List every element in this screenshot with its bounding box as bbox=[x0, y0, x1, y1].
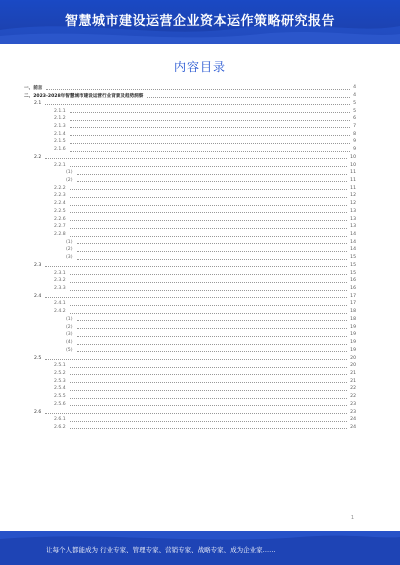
toc-dot-leader bbox=[70, 364, 347, 368]
toc-entry-label: 2.5 bbox=[24, 356, 43, 361]
table-of-contents bbox=[24, 84, 356, 431]
toc-entry[interactable] bbox=[24, 377, 356, 385]
toc-dot-leader bbox=[147, 94, 350, 98]
toc-dot-leader bbox=[70, 209, 347, 213]
toc-heading: 内容目录 bbox=[173, 60, 226, 74]
toc-entry-label: (5) bbox=[24, 348, 75, 353]
toc-entry-label: 2.2.8 bbox=[24, 232, 68, 237]
toc-entry-page: 15 bbox=[350, 270, 356, 276]
toc-entry[interactable] bbox=[24, 208, 356, 216]
toc-entry-label: 2.3 bbox=[24, 263, 43, 268]
toc-entry-page: 13 bbox=[350, 208, 356, 214]
toc-dot-leader bbox=[70, 117, 350, 121]
toc-dot-leader bbox=[45, 410, 347, 414]
toc-entry-label: 2.3.2 bbox=[24, 278, 68, 283]
toc-dot-leader bbox=[70, 287, 347, 291]
toc-entry-label: (4) bbox=[24, 340, 75, 345]
toc-dot-leader bbox=[70, 109, 350, 113]
toc-dot-leader bbox=[70, 132, 350, 136]
toc-entry-page: 21 bbox=[350, 370, 356, 376]
toc-entry-page: 19 bbox=[350, 347, 356, 353]
toc-entry-label: 2.5.3 bbox=[24, 379, 68, 384]
toc-entry[interactable] bbox=[24, 285, 356, 293]
toc-entry[interactable] bbox=[24, 300, 356, 308]
toc-entry-page: 11 bbox=[350, 170, 356, 176]
toc-entry-page: 13 bbox=[350, 216, 356, 222]
toc-entry-label: 2.1.1 bbox=[24, 109, 68, 114]
toc-entry[interactable] bbox=[24, 346, 356, 354]
toc-dot-leader bbox=[77, 341, 348, 345]
toc-entry[interactable] bbox=[24, 115, 356, 123]
toc-entry[interactable] bbox=[24, 262, 356, 270]
toc-dot-leader bbox=[45, 356, 347, 360]
toc-entry-page: 20 bbox=[350, 355, 356, 361]
toc-entry-label: 2.1.3 bbox=[24, 124, 68, 129]
toc-dot-leader bbox=[70, 225, 347, 229]
toc-entry-page: 16 bbox=[350, 286, 356, 292]
toc-entry-label: 2.6.2 bbox=[24, 425, 68, 430]
toc-entry-page: 19 bbox=[350, 332, 356, 338]
toc-dot-leader bbox=[77, 325, 348, 329]
toc-entry[interactable] bbox=[24, 400, 356, 408]
toc-entry-page: 10 bbox=[350, 154, 356, 160]
toc-entry-label: 2.2.1 bbox=[24, 163, 68, 168]
toc-dot-leader bbox=[70, 402, 347, 406]
toc-entry-label: 2.3.3 bbox=[24, 286, 68, 291]
toc-entry-page: 5 bbox=[353, 100, 356, 106]
toc-entry-page: 14 bbox=[350, 232, 356, 238]
toc-dot-leader bbox=[45, 263, 347, 267]
toc-entry-label: 2.2.5 bbox=[24, 209, 68, 214]
toc-entry-page: 4 bbox=[353, 85, 356, 91]
toc-entry[interactable] bbox=[24, 184, 356, 192]
report-title: 智慧城市建设运营企业资本运作策略研究报告 bbox=[64, 14, 335, 29]
toc-dot-leader bbox=[70, 425, 347, 429]
toc-entry-page: 21 bbox=[350, 378, 356, 384]
toc-entry[interactable] bbox=[24, 323, 356, 331]
toc-entry-label: 2.2.7 bbox=[24, 224, 68, 229]
toc-entry-label: (1) bbox=[24, 170, 75, 175]
toc-entry[interactable] bbox=[24, 99, 356, 107]
toc-entry-label: 2.5.6 bbox=[24, 402, 68, 407]
toc-entry[interactable] bbox=[24, 223, 356, 231]
toc-entry-label: 2.2.6 bbox=[24, 217, 68, 222]
toc-entry-label: 一、前言 bbox=[24, 85, 43, 91]
toc-dot-leader bbox=[77, 256, 348, 260]
toc-entry-page: 13 bbox=[350, 224, 356, 230]
toc-entry-label: 二、2023-2028年智慧城市建设运营行业背景及趋势洞察 bbox=[24, 93, 144, 99]
toc-entry[interactable] bbox=[24, 107, 356, 115]
toc-entry-page: 24 bbox=[350, 424, 356, 430]
toc-dot-leader bbox=[45, 155, 347, 159]
toc-entry-label: 2.1.6 bbox=[24, 147, 68, 152]
toc-dot-leader bbox=[45, 101, 350, 105]
toc-dot-leader bbox=[70, 371, 347, 375]
toc-entry-page: 6 bbox=[353, 116, 356, 122]
toc-entry[interactable] bbox=[24, 277, 356, 285]
toc-entry[interactable] bbox=[24, 200, 356, 208]
toc-entry[interactable] bbox=[24, 408, 356, 416]
toc-dot-leader bbox=[77, 240, 348, 244]
toc-dot-leader bbox=[45, 294, 347, 298]
toc-entry[interactable] bbox=[24, 123, 356, 131]
toc-dot-leader bbox=[70, 148, 350, 152]
toc-entry-page: 20 bbox=[350, 363, 356, 369]
toc-entry-page: 18 bbox=[350, 309, 356, 315]
toc-entry-page: 17 bbox=[350, 301, 356, 307]
toc-entry[interactable] bbox=[24, 215, 356, 223]
toc-dot-leader bbox=[77, 248, 348, 252]
toc-entry-label: (3) bbox=[24, 255, 75, 260]
toc-dot-leader bbox=[70, 271, 347, 275]
toc-entry-page: 22 bbox=[350, 394, 356, 400]
toc-entry-page: 23 bbox=[350, 401, 356, 407]
toc-entry-page: 19 bbox=[350, 324, 356, 330]
slogan-text: 让每个人都能成为 行业专家、管理专家、营销专家、战略专家、成为企业家…… bbox=[46, 546, 276, 554]
toc-entry-page: 23 bbox=[350, 409, 356, 415]
toc-entry-label: 2.2.3 bbox=[24, 193, 68, 198]
toc-dot-leader bbox=[70, 395, 347, 399]
toc-dot-leader bbox=[77, 333, 348, 337]
page-number: 1 bbox=[350, 515, 354, 521]
toc-entry-page: 8 bbox=[353, 131, 356, 137]
toc-entry[interactable] bbox=[24, 84, 356, 92]
toc-entry-page: 11 bbox=[350, 177, 356, 183]
toc-dot-leader bbox=[77, 178, 348, 182]
toc-entry[interactable] bbox=[24, 130, 356, 138]
toc-entry-page: 22 bbox=[350, 386, 356, 392]
toc-entry-page: 15 bbox=[350, 262, 356, 268]
toc-entry-label: 2.5.5 bbox=[24, 394, 68, 399]
toc-dot-leader bbox=[70, 418, 347, 422]
toc-dot-leader bbox=[70, 124, 350, 128]
toc-entry-label: 2.5.2 bbox=[24, 371, 68, 376]
toc-entry-page: 12 bbox=[350, 193, 356, 199]
toc-dot-leader bbox=[77, 171, 348, 175]
toc-entry-label: 2.1.5 bbox=[24, 139, 68, 144]
toc-entry[interactable] bbox=[24, 153, 356, 161]
toc-entry-page: 15 bbox=[350, 255, 356, 261]
toc-entry-label: (2) bbox=[24, 178, 75, 183]
toc-entry-page: 12 bbox=[350, 201, 356, 207]
toc-dot-leader bbox=[77, 317, 348, 321]
toc-entry[interactable] bbox=[24, 292, 356, 300]
toc-dot-leader bbox=[70, 163, 347, 167]
toc-entry[interactable] bbox=[24, 308, 356, 316]
bottom-banner bbox=[0, 531, 400, 565]
toc-entry-page: 17 bbox=[350, 293, 356, 299]
toc-entry-label: (1) bbox=[24, 317, 75, 322]
toc-entry[interactable] bbox=[24, 146, 356, 154]
toc-entry-page: 18 bbox=[350, 316, 356, 322]
toc-dot-leader bbox=[70, 379, 347, 383]
toc-entry[interactable] bbox=[24, 254, 356, 262]
toc-entry[interactable] bbox=[24, 192, 356, 200]
toc-entry-label: 2.2.4 bbox=[24, 201, 68, 206]
toc-entry-label: 2.6.1 bbox=[24, 417, 68, 422]
toc-entry-page: 9 bbox=[353, 139, 356, 145]
toc-entry[interactable] bbox=[24, 316, 356, 324]
toc-dot-leader bbox=[70, 233, 347, 237]
toc-entry-page: 7 bbox=[353, 123, 356, 129]
toc-entry-label: 2.3.1 bbox=[24, 271, 68, 276]
toc-entry-label: (3) bbox=[24, 332, 75, 337]
toc-entry-label: (2) bbox=[24, 247, 75, 252]
toc-entry[interactable] bbox=[24, 238, 356, 246]
toc-entry-page: 10 bbox=[350, 162, 356, 168]
toc-entry[interactable] bbox=[24, 385, 356, 393]
toc-entry-label: (1) bbox=[24, 240, 75, 245]
toc-dot-leader bbox=[70, 310, 347, 314]
toc-entry[interactable] bbox=[24, 269, 356, 277]
toc-entry-label: 2.4.2 bbox=[24, 309, 68, 314]
top-banner bbox=[0, 0, 400, 44]
toc-entry-label: 2.5.4 bbox=[24, 386, 68, 391]
toc-entry-label: 2.4.1 bbox=[24, 301, 68, 306]
toc-entry[interactable] bbox=[24, 138, 356, 146]
toc-entry[interactable] bbox=[24, 161, 356, 169]
toc-entry[interactable] bbox=[24, 169, 356, 177]
toc-dot-leader bbox=[46, 86, 350, 90]
toc-entry[interactable] bbox=[24, 231, 356, 239]
toc-entry[interactable] bbox=[24, 362, 356, 370]
toc-dot-leader bbox=[70, 302, 347, 306]
toc-dot-leader bbox=[70, 140, 350, 144]
toc-entry-page: 24 bbox=[350, 417, 356, 423]
toc-entry-page: 14 bbox=[350, 247, 356, 253]
toc-entry[interactable] bbox=[24, 339, 356, 347]
toc-entry-label: 2.5.1 bbox=[24, 363, 68, 368]
toc-entry-label: 2.6 bbox=[24, 410, 43, 415]
toc-entry-label: 2.4 bbox=[24, 294, 43, 299]
toc-dot-leader bbox=[70, 194, 347, 198]
toc-dot-leader bbox=[70, 186, 347, 190]
toc-entry-page: 11 bbox=[350, 185, 356, 191]
toc-entry[interactable] bbox=[24, 370, 356, 378]
toc-entry-page: 19 bbox=[350, 340, 356, 346]
toc-dot-leader bbox=[70, 202, 347, 206]
toc-dot-leader bbox=[77, 348, 348, 352]
toc-entry-page: 4 bbox=[353, 93, 356, 99]
toc-dot-leader bbox=[70, 387, 347, 391]
toc-entry[interactable] bbox=[24, 246, 356, 254]
toc-entry-label: (2) bbox=[24, 325, 75, 330]
toc-entry-label: 2.2 bbox=[24, 155, 43, 160]
toc-dot-leader bbox=[70, 217, 347, 221]
toc-entry-page: 9 bbox=[353, 147, 356, 153]
toc-entry[interactable] bbox=[24, 177, 356, 185]
toc-entry-page: 5 bbox=[353, 108, 356, 114]
toc-entry[interactable] bbox=[24, 92, 356, 100]
toc-entry-label: 2.1.4 bbox=[24, 132, 68, 137]
toc-entry[interactable] bbox=[24, 393, 356, 401]
toc-entry-label: 2.1 bbox=[24, 101, 43, 106]
toc-entry[interactable] bbox=[24, 331, 356, 339]
toc-entry-label: 2.1.2 bbox=[24, 116, 68, 121]
toc-dot-leader bbox=[70, 279, 347, 283]
toc-entry-label: 2.2.2 bbox=[24, 186, 68, 191]
toc-entry[interactable] bbox=[24, 416, 356, 424]
toc-entry-page: 14 bbox=[350, 239, 356, 245]
toc-entry[interactable] bbox=[24, 424, 356, 432]
toc-entry-page: 16 bbox=[350, 278, 356, 284]
toc-entry[interactable] bbox=[24, 354, 356, 362]
